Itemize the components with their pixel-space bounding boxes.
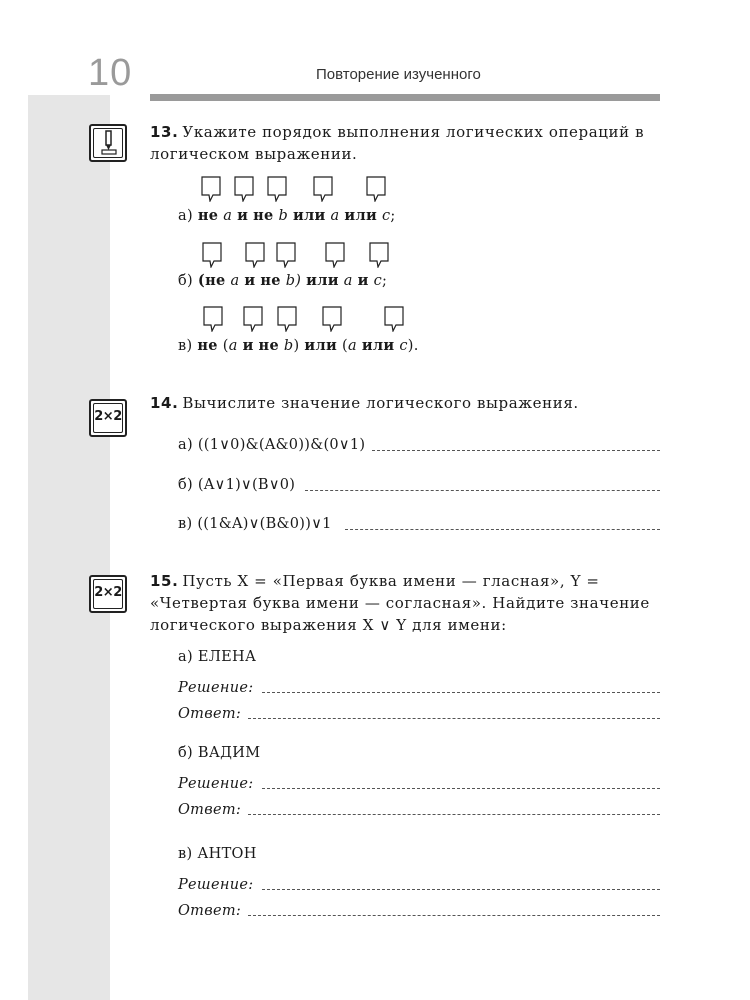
answer-line[interactable] <box>248 814 660 815</box>
answer-bubble[interactable] <box>369 242 389 268</box>
task14-item-b: б) (A∨1)∨(B∨0) <box>178 477 296 493</box>
answer-bubble[interactable] <box>325 242 345 268</box>
answer-bubble[interactable] <box>234 176 254 202</box>
task15-item-a: а) ЕЛЕНА <box>178 649 257 665</box>
page-header-title: Повторение изученного <box>316 66 481 83</box>
margin-sidebar <box>28 95 110 1000</box>
answer-bubble[interactable] <box>202 242 222 268</box>
task15-badge-icon: 2×2 <box>89 575 127 613</box>
task15-text: 15. Пусть X = «Первая буква имени — гласная», Y = «Четвертая буква имени — согласная». Найдите значение логического выражения X ∨ Y для имени: <box>150 572 650 634</box>
task14-text: 14. Вычислите значение логического выражения. <box>150 394 579 412</box>
answer-bubble[interactable] <box>267 176 287 202</box>
answer-bubble[interactable] <box>276 242 296 268</box>
answer-bubble[interactable] <box>322 306 342 332</box>
answer-bubble[interactable] <box>201 176 221 202</box>
task13-text: 13. Укажите порядок выполнения логических операций в логическом выражении. <box>150 123 645 163</box>
answer-line[interactable] <box>248 915 660 916</box>
solution-label: Решение: <box>178 776 254 792</box>
solution-line[interactable] <box>262 889 660 890</box>
answer-bubble[interactable] <box>243 306 263 332</box>
task14-badge-icon: 2×2 <box>89 399 127 437</box>
task14-item-c: в) ((1&A)∨(B&0))∨1 <box>178 516 332 532</box>
answer-line[interactable] <box>372 450 660 451</box>
answer-bubble[interactable] <box>366 176 386 202</box>
task13-badge-icon <box>89 124 127 162</box>
answer-bubble[interactable] <box>384 306 404 332</box>
task13-expression-c: в) не (a и не b) или (a или c). <box>178 337 419 354</box>
solution-line[interactable] <box>262 788 660 789</box>
task13-expression-b: б) (не a и не b) или a и c; <box>178 272 388 289</box>
answer-label: Ответ: <box>178 706 242 722</box>
answer-line[interactable] <box>305 490 660 491</box>
task13-expression-a: а) не a и не b или a или c; <box>178 207 396 224</box>
answer-line[interactable] <box>248 718 660 719</box>
task15-item-c: в) АНТОН <box>178 846 257 862</box>
answer-bubble[interactable] <box>245 242 265 268</box>
solution-label: Решение: <box>178 680 254 696</box>
task14-item-a: а) ((1∨0)&(A&0))&(0∨1) <box>178 437 366 453</box>
answer-bubble[interactable] <box>203 306 223 332</box>
answer-bubble[interactable] <box>313 176 333 202</box>
answer-label: Ответ: <box>178 903 242 919</box>
task15-item-b: б) ВАДИМ <box>178 745 261 761</box>
solution-label: Решение: <box>178 877 254 893</box>
solution-line[interactable] <box>262 692 660 693</box>
answer-bubble[interactable] <box>277 306 297 332</box>
answer-label: Ответ: <box>178 802 242 818</box>
page-number: 10 <box>88 52 133 94</box>
answer-line[interactable] <box>345 529 660 530</box>
pencil-icon <box>91 126 125 160</box>
header-rule <box>150 94 660 101</box>
